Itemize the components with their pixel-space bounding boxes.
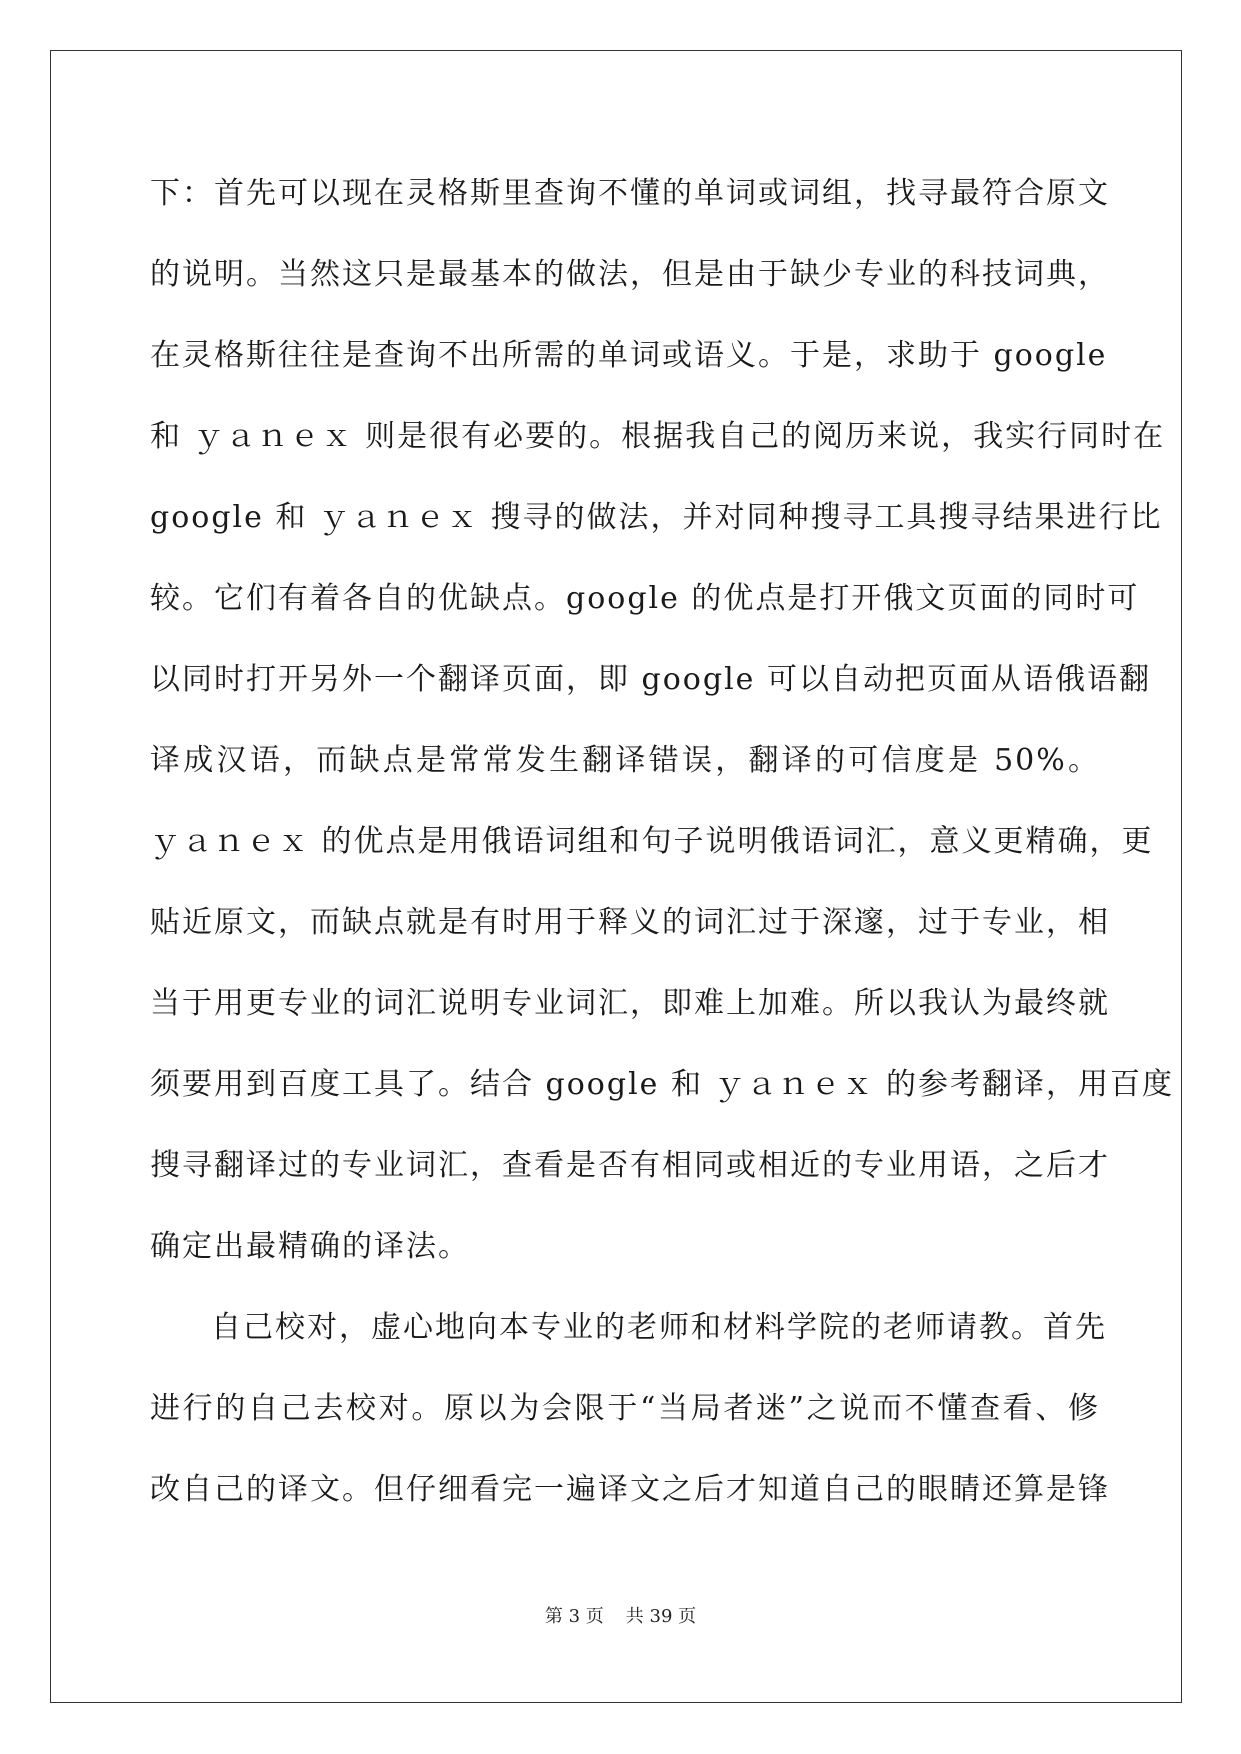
text-line: 下：首先可以现在灵格斯里查询不懂的单词或词组，找寻最符合原文 — [150, 176, 1110, 211]
page-footer — [0, 1602, 1241, 1628]
text-line: 贴近原文，而缺点就是有时用于释义的词汇过于深邃，过于专业，相 — [150, 905, 1110, 940]
text-line: 当于用更专业的词汇说明专业词汇，即难上加难。所以我认为最终就 — [150, 986, 1110, 1021]
text-line: 和 ｙａｎｅｘ 则是很有必要的。根据我自己的阅历来说，我实行同时在 — [150, 419, 1166, 454]
text-line: 以同时打开另外一个翻译页面，即 google 可以自动把页面从语俄语翻 — [150, 662, 1151, 697]
text-line-paragraph-end: 确定出最精确的译法。 — [150, 1229, 470, 1264]
text-line: 译成汉语，而缺点是常常发生翻译错误，翻译的可信度是 50%。 — [150, 743, 1100, 778]
document-body — [150, 165, 1175, 1542]
text-line: google 和 ｙａｎｅｘ 搜寻的做法，并对同种搜寻工具搜寻结果进行比 — [150, 500, 1163, 535]
page-number: 第 3 页 — [544, 1606, 604, 1627]
text-line: 进行的自己去校对。原以为会限于“当局者迷”之说而不懂查看、修 — [150, 1391, 1100, 1426]
text-line: 在灵格斯往往是查询不出所需的单词或语义。于是，求助于 google — [150, 338, 1108, 373]
text-line: 较。它们有着各自的优缺点。google 的优点是打开俄文页面的同时可 — [150, 581, 1140, 616]
text-line: 改自己的译文。但仔细看完一遍译文之后才知道自己的眼睛还算是锋 — [150, 1472, 1110, 1507]
text-line: 的说明。当然这只是最基本的做法，但是由于缺少专业的科技词典， — [150, 257, 1110, 292]
text-line: 须要用到百度工具了。结合 google 和 ｙａｎｅｘ 的参考翻译，用百度 — [150, 1067, 1175, 1102]
text-line-paragraph-start: 自己校对，虚心地向本专业的老师和材料学院的老师请教。首先 — [211, 1310, 1107, 1345]
page-total: 共 39 页 — [625, 1606, 697, 1627]
text-line: 搜寻翻译过的专业词汇，查看是否有相同或相近的专业用语，之后才 — [150, 1148, 1110, 1183]
text-line: ｙａｎｅｘ 的优点是用俄语词组和句子说明俄语词汇，意义更精确，更 — [150, 824, 1154, 859]
